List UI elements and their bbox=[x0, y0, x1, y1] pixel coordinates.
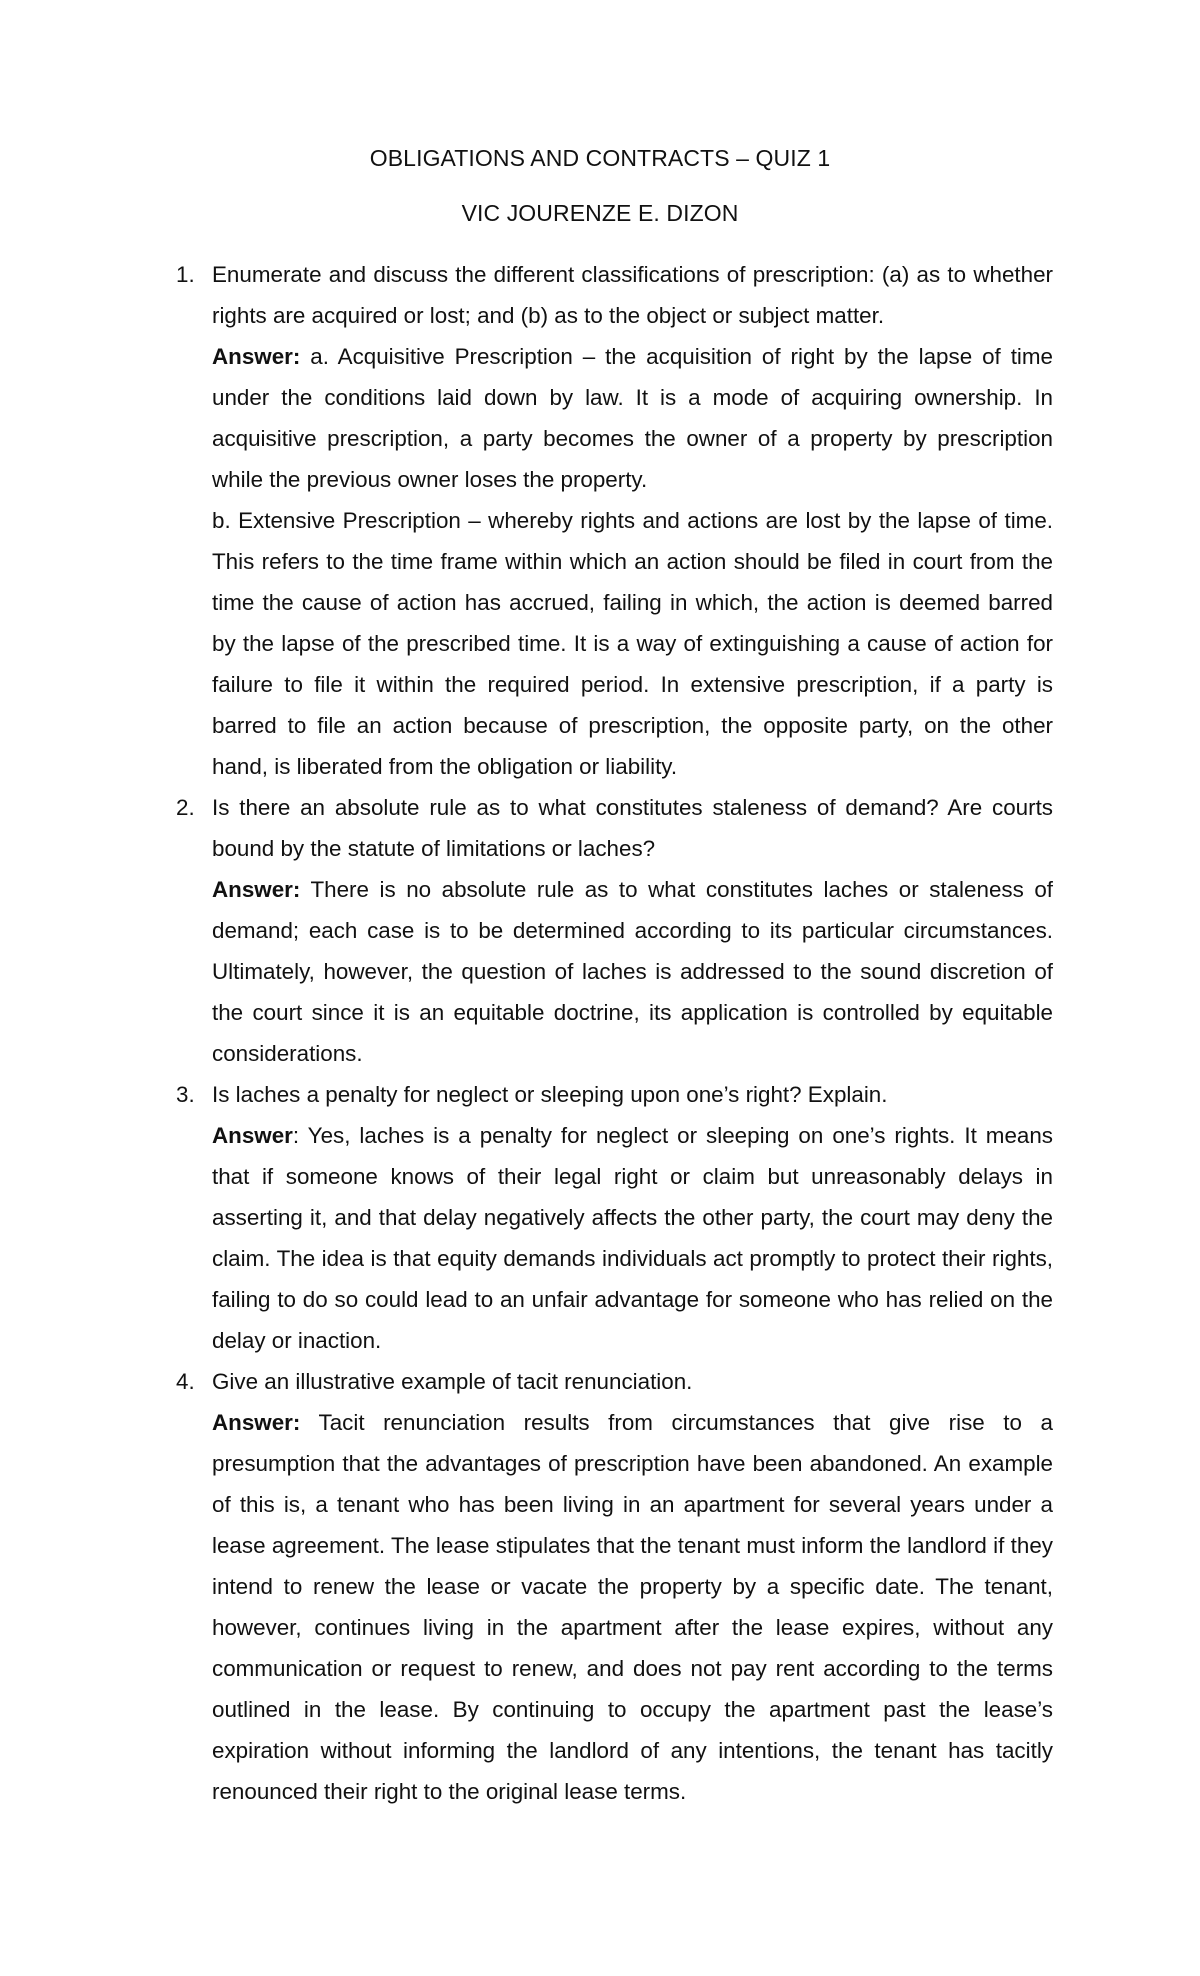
answer-body: Tacit renunciation results from circumstances that give rise to a presumption that the advantages of prescription have been abandoned. An example of this is, a tenant who has been living in an apartment for several years under a lease agreement. The lease stipulates that the tenant must inform the landlord if they intend to renew the lease or vacate the property by a specific date. The tenant, however, continues living in the apartment after the lease expires, without any communication or request to renew, and does not pay rent according to the terms outlined in the lease. By continuing to occupy the apartment past the lease’s expiration without informing the landlord of any intentions, the tenant has tacitly renounced their right to the original lease terms. bbox=[212, 1410, 1053, 1804]
question-item-2 bbox=[0, 787, 1200, 1074]
question-item-3 bbox=[0, 1074, 1200, 1361]
answer-label: Answer: bbox=[212, 877, 301, 902]
answer-label: Answer: bbox=[212, 344, 301, 369]
question-text: Is there an absolute rule as to what constitutes staleness of demand? Are courts bound by the statute of limitations or laches? bbox=[212, 795, 1053, 861]
document-title: OBLIGATIONS AND CONTRACTS – QUIZ 1 bbox=[369, 145, 831, 171]
question-item-1 bbox=[0, 254, 1200, 787]
question-number: 1. bbox=[176, 262, 195, 287]
author-name: VIC JOURENZE E. DIZON bbox=[461, 200, 739, 226]
answer-label: Answer: bbox=[212, 1410, 301, 1435]
answer-body: a. Acquisitive Prescription – the acquisition of right by the lapse of time under the conditions laid down by law. It is a mode of acquiring ownership. In acquisitive prescription, a party becomes the owner of a property by prescription while the previous owner loses the property. bbox=[212, 344, 1053, 492]
question-list bbox=[0, 254, 1200, 1812]
question-number: 2. bbox=[176, 795, 195, 820]
question-number: 4. bbox=[176, 1369, 195, 1394]
answer-label: Answer bbox=[212, 1123, 293, 1148]
question-number: 3. bbox=[176, 1082, 195, 1107]
answer-body: There is no absolute rule as to what constitutes laches or staleness of demand; each case is to be determined according to its particular circumstances. Ultimately, however, the question of laches is addressed to the sound discretion of the court since it is an equitable doctrine, its application is controlled by equitable considerations. bbox=[212, 877, 1053, 1066]
answer-text bbox=[212, 869, 1053, 1074]
question-text: Give an illustrative example of tacit renunciation. bbox=[212, 1369, 693, 1394]
question-text: Is laches a penalty for neglect or sleeping upon one’s right? Explain. bbox=[212, 1082, 888, 1107]
question-item-4 bbox=[0, 1361, 1200, 1812]
answer-body: : Yes, laches is a penalty for neglect or sleeping on one’s rights. It means that if someone knows of their legal right or claim but unreasonably delays in asserting it, and that delay negatively affects the other party, the court may deny the claim. The idea is that equity demands individuals act promptly to protect their rights, failing to do so could lead to an unfair advantage for someone who has relied on the delay or inaction. bbox=[212, 1123, 1053, 1353]
answer-text bbox=[212, 336, 1053, 500]
answer-text-part-b: b. Extensive Prescription – whereby rights and actions are lost by the lapse of time. This refers to the time frame within which an action should be filed in court from the time the cause of action has accrued, failing in which, the action is deemed barred by the lapse of the prescribed time. It is a way of extinguishing a cause of action for failure to file it within the required period. In extensive prescription, if a party is barred to file an action because of prescription, the opposite party, on the other hand, is liberated from the obligation or liability. bbox=[212, 508, 1053, 779]
question-text: Enumerate and discuss the different classifications of prescription: (a) as to whether rights are acquired or lost; and (b) as to the object or subject matter. bbox=[212, 262, 1053, 328]
answer-text bbox=[212, 1402, 1053, 1812]
answer-text bbox=[212, 1115, 1053, 1361]
